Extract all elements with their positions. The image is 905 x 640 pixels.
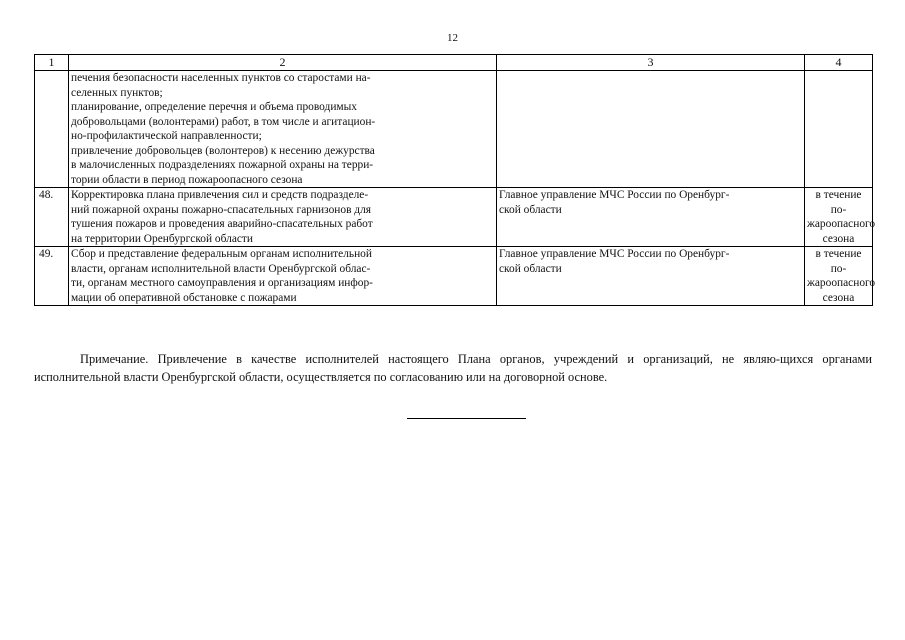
row-number (35, 71, 69, 188)
divider-line (407, 418, 526, 419)
table-row (35, 188, 873, 247)
row-deadline: в течение по- жароопасного сезона (805, 247, 873, 306)
row-measure: печения безопасности населенных пунктов со старостами на- селенных пунктов; планирование, определение перечня и объема проводимых добровольцами (волонтерами) работ, в том числе и агитацион- но-профилактической направленности; привлечение добровольцев (волонтеров) к несению дежурства в малочисленных подразделениях пожарной охраны на терри- тории области в период пожароопасного сезона (69, 71, 497, 188)
note-text: Примечание. Привлечение в качестве исполнителей настоящего Плана органов, учреждений и организаций, не являю-щихся органами исполнительной власти Оренбургской области, осуществляется по согласованию или на договорной основе. (34, 352, 872, 384)
row-measure: Сбор и представление федеральным органам исполнительной власти, органам исполнительной власти Оренбургской облас- ти, органам местного самоуправления и организациям инфор- мации об оперативной обстановке с пожарами (69, 247, 497, 306)
row-measure: Корректировка плана привлечения сил и средств подразделе- ний пожарной охраны пожарно-спасательных гарнизонов для тушения пожаров и проведения аварийно-спасательных работ на территории Оренбургской области (69, 188, 497, 247)
table-row (35, 71, 873, 188)
row-deadline (805, 71, 873, 188)
plan-table (34, 54, 876, 306)
note-paragraph (34, 350, 872, 386)
column-header-number: 1 (35, 55, 69, 71)
column-header-deadline: 4 (805, 55, 873, 71)
table-header-row (35, 55, 873, 71)
page-number: 12 (447, 32, 458, 44)
row-executor: Главное управление МЧС России по Оренбург- ской области (497, 188, 805, 247)
column-header-measure: 2 (69, 55, 497, 71)
row-executor (497, 71, 805, 188)
row-number: 49. (35, 247, 69, 306)
row-number: 48. (35, 188, 69, 247)
column-header-executor: 3 (497, 55, 805, 71)
table-row (35, 247, 873, 306)
row-executor: Главное управление МЧС России по Оренбург- ской области (497, 247, 805, 306)
row-deadline: в течение по- жароопасного сезона (805, 188, 873, 247)
